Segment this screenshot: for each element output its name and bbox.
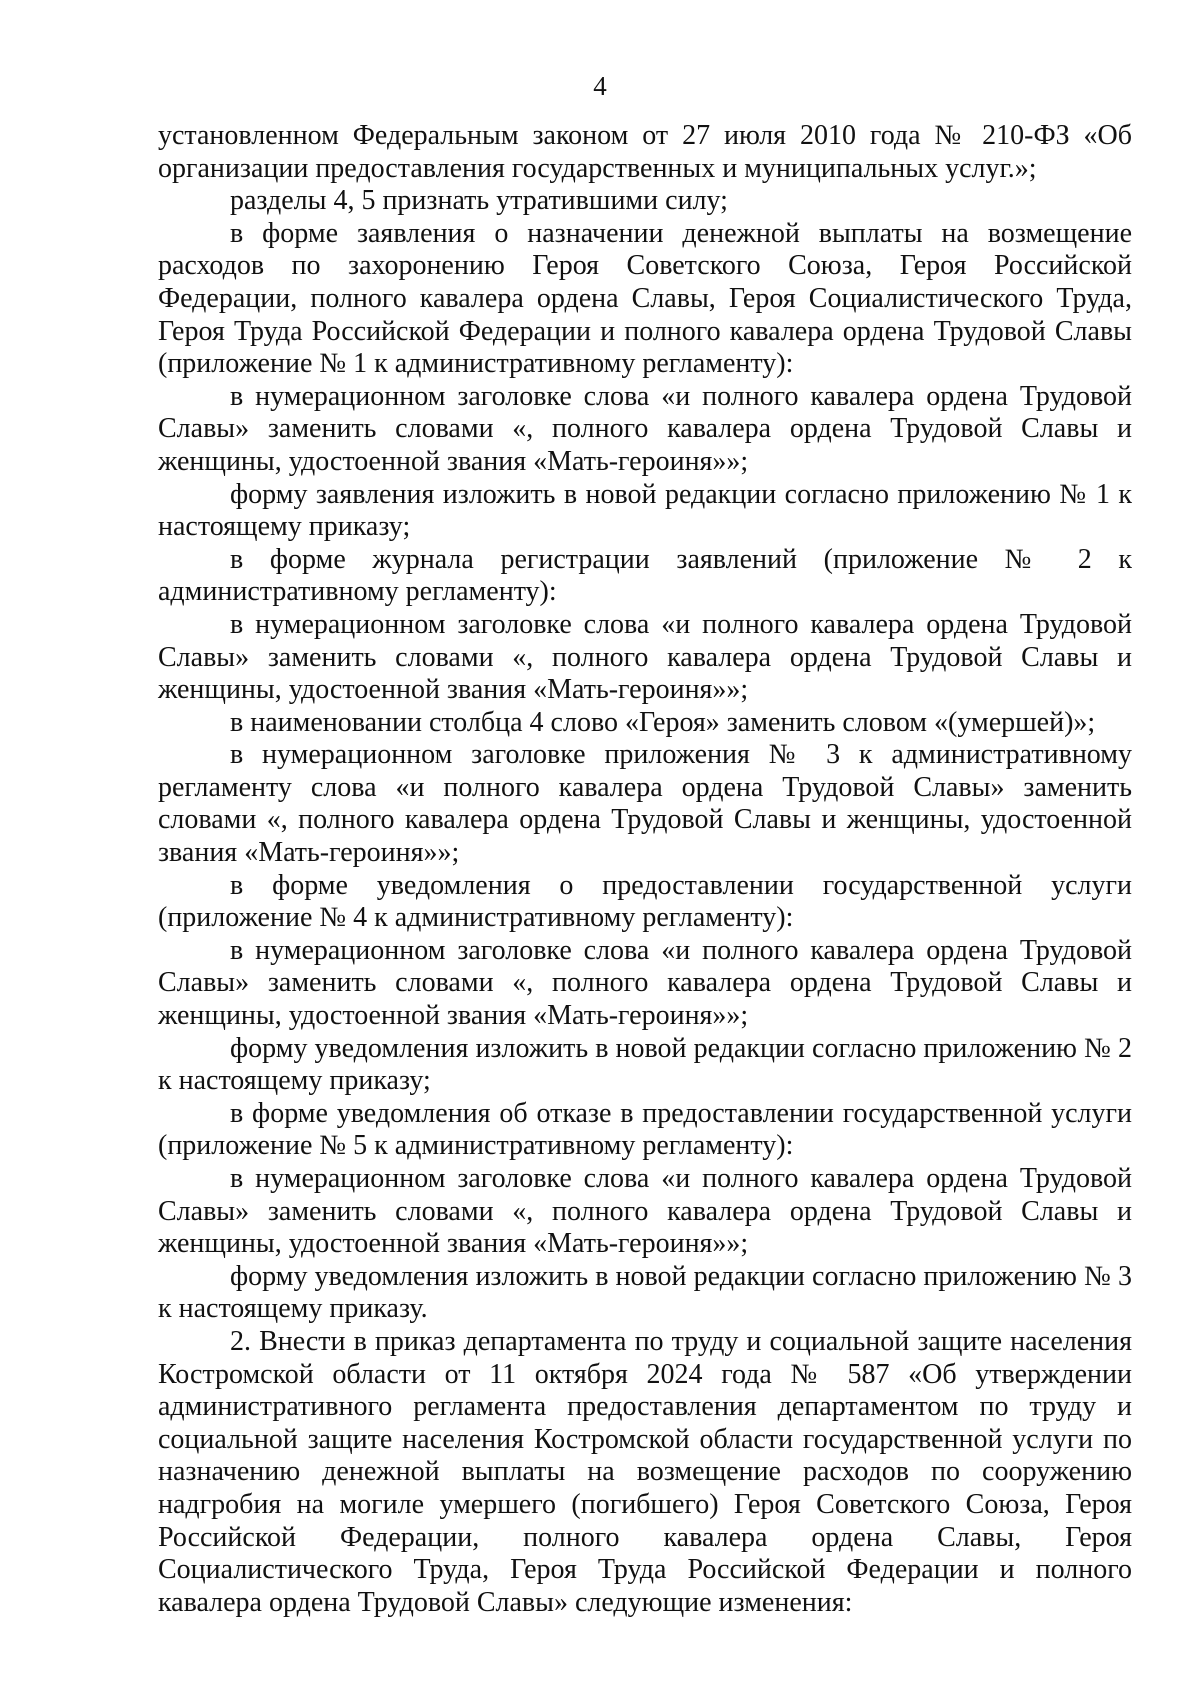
paragraph-continuation: установленном Федеральным законом от 27 июля 2010 года № 210-ФЗ «Об организации предоставления государственных и муниципальных услуг.»;	[158, 120, 1132, 184]
paragraph-appendix-3-header: в нумерационном заголовке приложения № 3 к административному регламенту слова «и полного кавалера ордена Трудовой Славы» заменить словами «, полного кавалера ордена Трудовой Славы и женщины, удостоенной звания «Мать-героиня»»;	[158, 739, 1132, 869]
paragraph-column-rename: в наименовании столбца 4 слово «Героя» заменить словом «(умершей)»;	[230, 706, 1096, 738]
paragraph-header-replacement: в нумерационном заголовке слова «и полного кавалера ордена Трудовой Славы» заменить словами «, полного кавалера ордена Трудовой Славы и женщины, удостоенной звания «Мать-героиня»»;	[158, 608, 1132, 706]
paragraph-new-form-3: форму уведомления изложить в новой редакции согласно приложению № 3 к настоящему приказу.	[158, 1260, 1132, 1325]
paragraph-new-form-2: форму уведомления изложить в новой редакции согласно приложению № 2 к настоящему приказу;	[158, 1032, 1132, 1097]
page-number: 4	[593, 71, 607, 101]
paragraph-header-replacement: в нумерационном заголовке слова «и полного кавалера ордена Трудовой Славы» заменить словами «, полного кавалера ордена Трудовой Славы и женщины, удостоенной звания «Мать-героиня»»;	[158, 934, 1132, 1032]
paragraph-item-2: 2. Внести в приказ департамента по труду и социальной защите населения Костромской области от 11 октября 2024 года № 587 «Об утверждении административного регламента предоставления департаментом по труду и социальной защите населения Костромской области государственной услуги по назначению денежной выплаты на возмещение расходов по сооружению надгробия на могиле умершего (погибшего) Героя Советского Союза, Героя Российской Федерации, полного кавалера ордена Славы, Героя Социалистического Труда, Героя Труда Российской Федерации и полного кавалера ордена Трудовой Славы» следующие изменения:	[158, 1325, 1132, 1618]
document-body	[158, 120, 1132, 1619]
paragraph-sections-repealed: разделы 4, 5 признать утратившими силу;	[230, 185, 728, 217]
paragraph-notice-form: в форме уведомления о предоставлении государственной услуги (приложение № 4 к административному регламенту):	[158, 869, 1132, 934]
paragraph-application-form: в форме заявления о назначении денежной выплаты на возмещение расходов по захоронению Героя Советского Союза, Героя Российской Федерации, полного кавалера ордена Славы, Героя Социалистического Труда, Героя Труда Российской Федерации и полного кавалера ордена Трудовой Славы (приложение № 1 к административному регламенту):	[158, 217, 1132, 380]
paragraph-new-form-1: форму заявления изложить в новой редакции согласно приложению № 1 к настоящему приказу;	[158, 478, 1132, 543]
paragraph-header-replacement: в нумерационном заголовке слова «и полного кавалера ордена Трудовой Славы» заменить словами «, полного кавалера ордена Трудовой Славы и женщины, удостоенной звания «Мать-героиня»»;	[158, 1163, 1132, 1260]
paragraph-header-replacement: в нумерационном заголовке слова «и полного кавалера ордена Трудовой Славы» заменить словами «, полного кавалера ордена Трудовой Славы и женщины, удостоенной звания «Мать-героиня»»;	[158, 380, 1132, 477]
paragraph-journal-form: в форме журнала регистрации заявлений (приложение № 2 к административному регламенту):	[158, 543, 1132, 608]
paragraph-refusal-form: в форме уведомления об отказе в предоставлении государственной услуги (приложение № 5 к административному регламенту):	[158, 1097, 1132, 1162]
